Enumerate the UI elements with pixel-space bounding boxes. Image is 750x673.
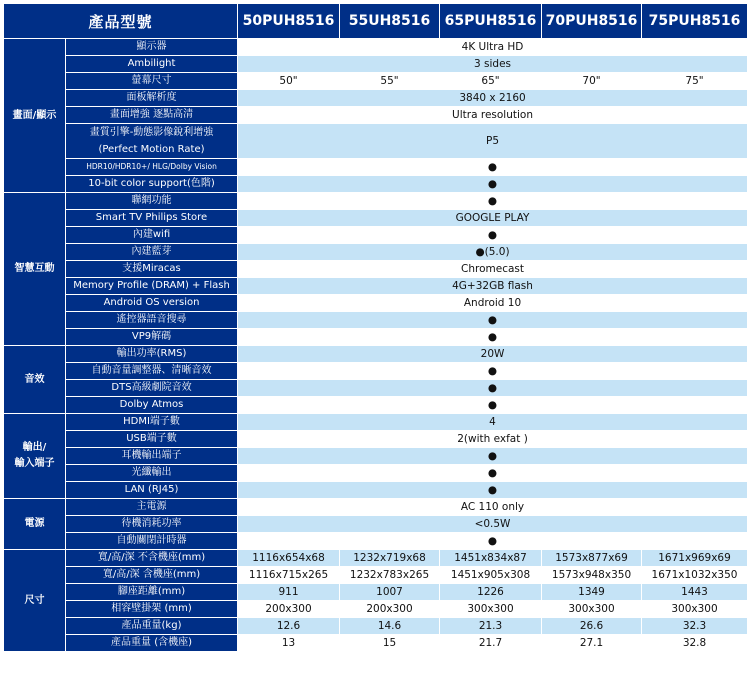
- feature-label: 顯示器: [66, 39, 238, 56]
- spec-row: [4, 227, 748, 244]
- feature-label: 10-bit color support(色階): [66, 176, 238, 193]
- model-header: 75PUH8516: [642, 4, 748, 39]
- spec-value: 200x300: [238, 601, 340, 618]
- supported-dot: ●: [238, 465, 748, 482]
- feature-label: 輸出功率(RMS): [66, 346, 238, 363]
- spec-value: Ultra resolution: [238, 107, 748, 124]
- feature-label: DTS高級劇院音效: [66, 380, 238, 397]
- feature-label: 自動關閉計時器: [66, 533, 238, 550]
- spec-table: [3, 3, 748, 652]
- feature-label: 寬/高/深 含機座(mm): [66, 567, 238, 584]
- feature-label: HDR10/HDR10+/ HLG/Dolby Vision: [66, 159, 238, 176]
- feature-label: 聯網功能: [66, 193, 238, 210]
- spec-row: [4, 210, 748, 227]
- feature-label: 相容壁掛架 (mm): [66, 601, 238, 618]
- spec-value: 1671x969x69: [642, 550, 748, 567]
- spec-row: [4, 397, 748, 414]
- spec-value: 1116x715x265: [238, 567, 340, 584]
- model-header: 65PUH8516: [440, 4, 542, 39]
- spec-value: 300x300: [542, 601, 642, 618]
- spec-row: [4, 618, 748, 635]
- model-header: 50PUH8516: [238, 4, 340, 39]
- spec-row: [4, 244, 748, 261]
- spec-value: 1349: [542, 584, 642, 601]
- supported-dot: ●: [238, 397, 748, 414]
- spec-value: 13: [238, 635, 340, 652]
- group-label: 智慧互動: [4, 193, 66, 346]
- feature-label: 光纖輸出: [66, 465, 238, 482]
- feature-label: 支援Miracas: [66, 261, 238, 278]
- spec-value: 50": [238, 73, 340, 90]
- spec-row: [4, 329, 748, 346]
- spec-value: 4G+32GB flash: [238, 278, 748, 295]
- spec-value: 1226: [440, 584, 542, 601]
- spec-row: [4, 124, 748, 159]
- spec-value: 1232x783x265: [340, 567, 440, 584]
- supported-dot: ●: [238, 482, 748, 499]
- spec-row: [4, 56, 748, 73]
- feature-label: VP9解碼: [66, 329, 238, 346]
- spec-row: [4, 261, 748, 278]
- spec-value: 1573x877x69: [542, 550, 642, 567]
- feature-label: Android OS version: [66, 295, 238, 312]
- spec-value: 3840 x 2160: [238, 90, 748, 107]
- spec-value: 32.3: [642, 618, 748, 635]
- spec-value: 15: [340, 635, 440, 652]
- feature-label: Smart TV Philips Store: [66, 210, 238, 227]
- spec-row: [4, 482, 748, 499]
- spec-value: AC 110 only: [238, 499, 748, 516]
- spec-value: Chromecast: [238, 261, 748, 278]
- group-label: 畫面/顯示: [4, 39, 66, 193]
- spec-value: 911: [238, 584, 340, 601]
- supported-dot: ●: [238, 176, 748, 193]
- spec-value: 1573x948x350: [542, 567, 642, 584]
- feature-label: 畫面增強 逐點高清: [66, 107, 238, 124]
- feature-label: 主電源: [66, 499, 238, 516]
- spec-row: [4, 363, 748, 380]
- supported-dot: ●: [238, 363, 748, 380]
- feature-label: 產品重量 (含機座): [66, 635, 238, 652]
- supported-dot: ●: [238, 380, 748, 397]
- spec-value: 32.8: [642, 635, 748, 652]
- spec-value: 12.6: [238, 618, 340, 635]
- supported-dot: ●: [238, 533, 748, 550]
- spec-value: 70": [542, 73, 642, 90]
- spec-value: 14.6: [340, 618, 440, 635]
- spec-row: [4, 465, 748, 482]
- spec-value: P5: [238, 124, 748, 159]
- spec-value: 1671x1032x350: [642, 567, 748, 584]
- spec-row: [4, 278, 748, 295]
- spec-row: [4, 431, 748, 448]
- spec-value: 300x300: [440, 601, 542, 618]
- supported-dot: ●: [238, 312, 748, 329]
- spec-value: 1232x719x68: [340, 550, 440, 567]
- spec-value: 3 sides: [238, 56, 748, 73]
- feature-label: 螢幕尺寸: [66, 73, 238, 90]
- spec-row: [4, 90, 748, 107]
- spec-value: 2(with exfat ): [238, 431, 748, 448]
- product-model-header: 產品型號: [4, 4, 238, 39]
- spec-row: [4, 39, 748, 56]
- feature-label: 耳機輸出端子: [66, 448, 238, 465]
- feature-label: 產品重量(kg): [66, 618, 238, 635]
- feature-label: 寬/高/深 不含機座(mm): [66, 550, 238, 567]
- feature-label: 自動音量調整器、清晰音效: [66, 363, 238, 380]
- supported-dot: ●: [238, 448, 748, 465]
- spec-row: [4, 312, 748, 329]
- spec-row: [4, 193, 748, 210]
- spec-row: [4, 414, 748, 431]
- spec-value: 4: [238, 414, 748, 431]
- spec-value: ●(5.0): [238, 244, 748, 261]
- spec-value: 1451x905x308: [440, 567, 542, 584]
- feature-label: LAN (RJ45): [66, 482, 238, 499]
- spec-row: [4, 635, 748, 652]
- header-row: [4, 4, 748, 39]
- spec-value: 200x300: [340, 601, 440, 618]
- spec-value: 1443: [642, 584, 748, 601]
- spec-row: [4, 380, 748, 397]
- spec-row: [4, 159, 748, 176]
- spec-row: [4, 346, 748, 363]
- spec-value: 300x300: [642, 601, 748, 618]
- spec-row: [4, 448, 748, 465]
- spec-value: 4K Ultra HD: [238, 39, 748, 56]
- feature-label: 面板解析度: [66, 90, 238, 107]
- spec-value: 1451x834x87: [440, 550, 542, 567]
- model-header: 55UH8516: [340, 4, 440, 39]
- spec-value: <0.5W: [238, 516, 748, 533]
- spec-row: [4, 567, 748, 584]
- group-label: 電源: [4, 499, 66, 550]
- spec-body: [4, 39, 748, 652]
- feature-label: Ambilight: [66, 56, 238, 73]
- feature-label: Memory Profile (DRAM) + Flash: [66, 278, 238, 295]
- group-label: 音效: [4, 346, 66, 414]
- supported-dot: ●: [238, 193, 748, 210]
- spec-row: [4, 584, 748, 601]
- supported-dot: ●: [238, 329, 748, 346]
- spec-row: [4, 550, 748, 567]
- feature-label: 畫質引擎-動態影像銳利增強 (Perfect Motion Rate): [66, 124, 238, 159]
- supported-dot: ●: [238, 159, 748, 176]
- spec-value: 65": [440, 73, 542, 90]
- spec-value: Android 10: [238, 295, 748, 312]
- feature-label: Dolby Atmos: [66, 397, 238, 414]
- spec-row: [4, 295, 748, 312]
- spec-value: 75": [642, 73, 748, 90]
- spec-row: [4, 176, 748, 193]
- spec-row: [4, 601, 748, 618]
- feature-label: 內建藍芽: [66, 244, 238, 261]
- spec-row: [4, 73, 748, 90]
- spec-value: 21.3: [440, 618, 542, 635]
- feature-label: USB端子數: [66, 431, 238, 448]
- spec-value: 1007: [340, 584, 440, 601]
- spec-value: 1116x654x68: [238, 550, 340, 567]
- feature-label: 遙控器語音搜尋: [66, 312, 238, 329]
- spec-row: [4, 516, 748, 533]
- spec-value: 55": [340, 73, 440, 90]
- group-label: 輸出/ 輸入端子: [4, 414, 66, 499]
- spec-value: GOOGLE PLAY: [238, 210, 748, 227]
- spec-value: 27.1: [542, 635, 642, 652]
- feature-label: 腳座距離(mm): [66, 584, 238, 601]
- spec-value: 20W: [238, 346, 748, 363]
- spec-row: [4, 107, 748, 124]
- spec-value: 21.7: [440, 635, 542, 652]
- spec-row: [4, 533, 748, 550]
- feature-label: 內建wifi: [66, 227, 238, 244]
- spec-row: [4, 499, 748, 516]
- feature-label: 待機消耗功率: [66, 516, 238, 533]
- feature-label: HDMI端子數: [66, 414, 238, 431]
- group-label: 尺寸: [4, 550, 66, 652]
- spec-value: 26.6: [542, 618, 642, 635]
- supported-dot: ●: [238, 227, 748, 244]
- model-header: 70PUH8516: [542, 4, 642, 39]
